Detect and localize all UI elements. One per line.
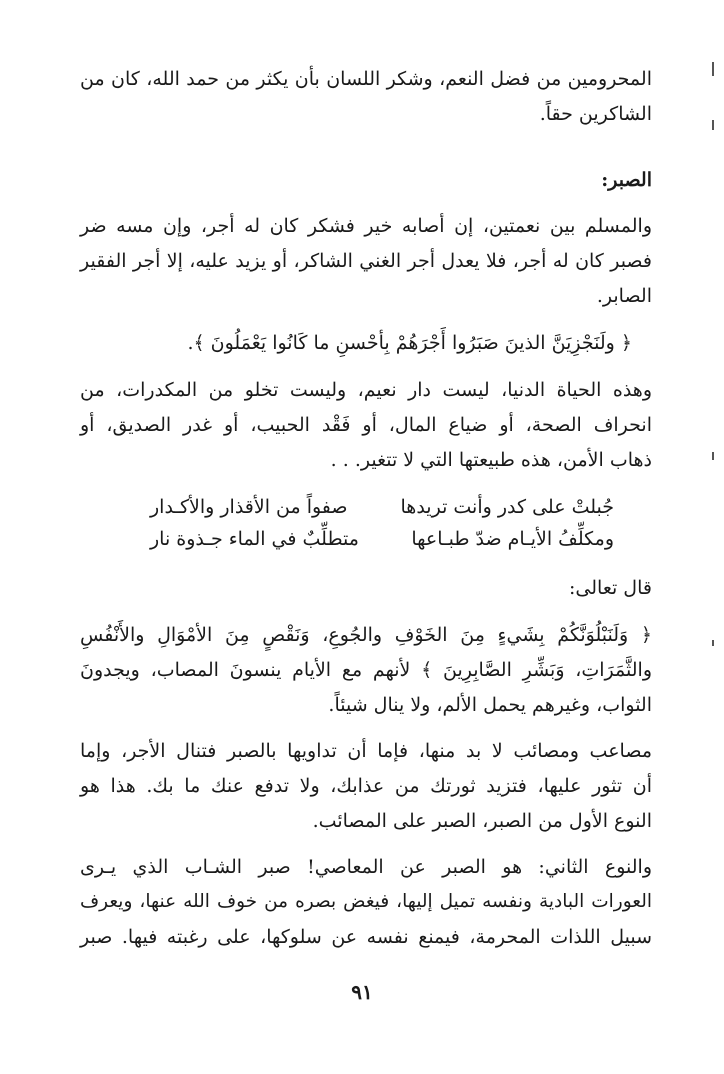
text-line: والنوع الثاني: هو الصبر عن المعاصي! صبر الشـاب الذي يـرى [80, 856, 652, 878]
page-text [80, 0, 652, 1074]
poem-hemistich-right: ومكلِّفُ الأيـام ضدّ طبـاعها [411, 528, 614, 550]
text-line: النوع الأول من الصبر، الصبر على المصائب. [312, 810, 652, 832]
text-line: قال تعالى: [569, 577, 652, 599]
page-number: ٩١ [351, 980, 373, 1004]
quran-verse: ﴿ ولَنَجْزِيَنَّ الذينَ صَبَرُوا أَجْرَهُمْ بِأحْسنِ ما كَانُوا يَعْمَلُونَ ﴾. [187, 332, 632, 354]
text-line: فصبر كان له أجر، فلا يعدل أجر الغني الشاكر، أو يزيد عليه، إلا أجر الفقير [80, 250, 652, 272]
text-line: أن تثور عليها، فتزيد ثورتك من عذابك، ولا تدفع عنك ما بك. هذا هو [80, 775, 652, 797]
text-line: المحرومين من فضل النعم، وشكر اللسان بأن يكثر من حمد الله، كان من [80, 68, 652, 90]
text-line: الثواب، وغيرهم يحمل الألم، ولا ينال شيئاً. [328, 694, 652, 716]
text-line: مصاعب ومصائب لا بد منها، فإما أن تداويها بالصبر فتنال الأجر، وإما [80, 740, 652, 762]
text-line: وهذه الحياة الدنيا، ليست دار نعيم، وليست تخلو من المكدرات، من [80, 379, 652, 401]
scan-edge-mark [712, 120, 714, 130]
text-line: ذهاب الأمن، هذه طبيعتها التي لا تتغير. . . [330, 449, 652, 471]
poem-hemistich-right: جُبلتْ على كدر وأنت تريدها [400, 496, 614, 518]
text-line: الشاكرين حقاً. [539, 103, 652, 125]
text-line: والمسلم بين نعمتين، إن أصابه خير فشكر كان له أجر، وإن مسه ضر [80, 215, 652, 237]
text-line: سبيل اللذات المحرمة، فيمنع نفسه عن سلوكها، على رغبته فيها. صبر [80, 926, 652, 948]
text-line: العورات البادية ونفسه تميل إليها، فيغض بصره من خوف الله عنها، ويعرف [80, 891, 652, 912]
poem-hemistich-left: صفواً من الأقذار والأكـدار [150, 496, 348, 518]
scan-edge-mark [712, 452, 714, 460]
poem-hemistich-left: متطلِّبٌ في الماء جـذوة نار [150, 528, 359, 550]
scan-edge-mark [712, 640, 714, 646]
text-line: انحراف الصحة، أو ضياع المال، أو فَقْد الحبيب، أو غدر الصديق، أو [80, 414, 652, 436]
quran-verse: ﴿ وَلَنَبْلُوَنَّكُمْ بِشَيءٍ مِنَ الخَوْفِ والجُوعِ، وَنَقْصٍ مِنَ الأمْوَالِ والأَنْفُسِ [80, 624, 652, 646]
text-line: والثَّمَرَاتِ، وَبَشِّرِ الصَّابِرِينَ ﴾ لأنهم مع الأيام ينسونَ المصاب، ويجدونَ [80, 659, 652, 681]
scan-edge-mark [712, 62, 714, 76]
text-line: الصابر. [596, 285, 652, 307]
section-heading: الصبر: [601, 169, 652, 191]
